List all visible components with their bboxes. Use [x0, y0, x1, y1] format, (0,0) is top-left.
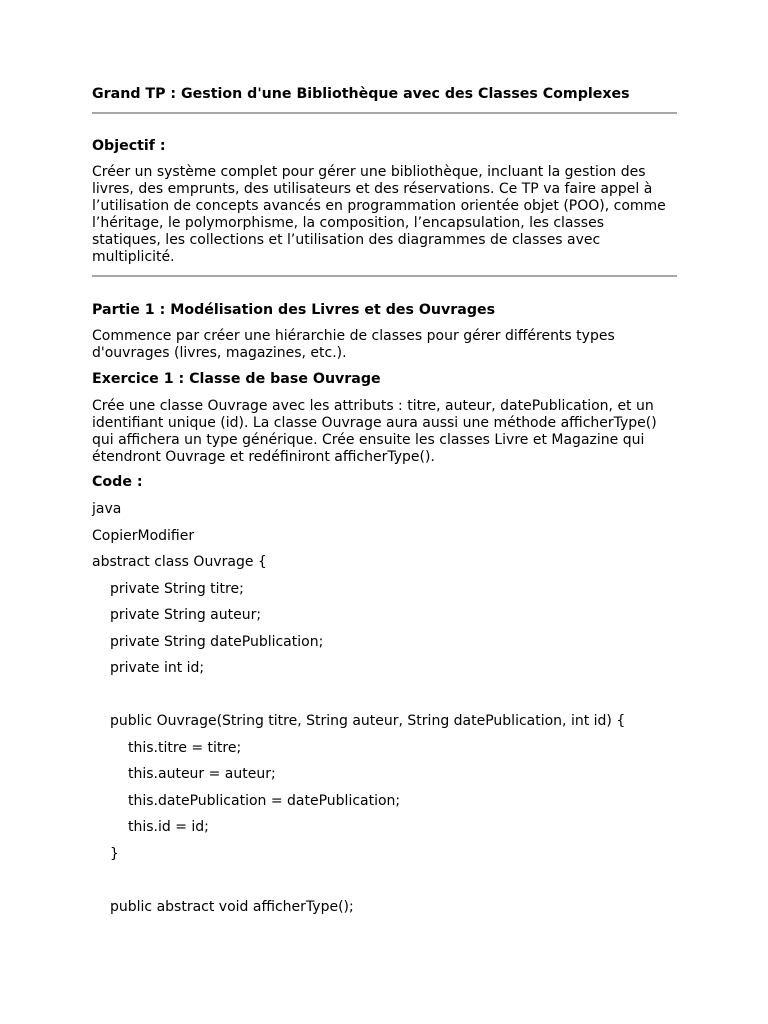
partie1-paragraph: Commence par créer une hiérarchie de classes pour gérer différents types d'ouvrages (livres, magazines, etc.).	[92, 328, 615, 361]
code-line: this.id = id;	[128, 819, 209, 835]
code-line: this.auteur = auteur;	[128, 766, 276, 782]
code-line: this.datePublication = datePublication;	[128, 793, 401, 809]
code-heading: Code :	[92, 474, 143, 490]
objectif-heading: Objectif :	[92, 138, 166, 154]
code-language-label: java	[92, 501, 122, 517]
horizontal-divider	[92, 112, 677, 114]
exercice1-heading: Exercice 1 : Classe de base Ouvrage	[92, 371, 381, 387]
code-line: }	[110, 846, 119, 862]
code-line: private int id;	[110, 660, 205, 676]
code-line: this.titre = titre;	[128, 740, 242, 756]
code-line: public abstract void afficherType();	[110, 899, 354, 915]
code-line: private String datePublication;	[110, 634, 324, 650]
code-line: private String titre;	[110, 581, 244, 597]
document-title: Grand TP : Gestion d'une Bibliothèque avec des Classes Complexes	[92, 86, 630, 102]
horizontal-divider	[92, 275, 677, 277]
partie1-heading: Partie 1 : Modélisation des Livres et des Ouvrages	[92, 302, 496, 318]
code-line: public Ouvrage(String titre, String auteur, String datePublication, int id) {	[110, 713, 626, 729]
objectif-paragraph: Créer un système complet pour gérer une bibliothèque, incluant la gestion des livres, des emprunts, des utilisateurs et des réservations. Ce TP va faire appel à l’utilisation de concepts avancés en programmation orientée objet (POO), comme l’héritage, le polymorphisme, la composition, l’encapsulation, les classes statiques, les collections et l’utilisation des diagrammes de classes avec multiplicité.	[92, 164, 666, 265]
exercice1-paragraph: Crée une classe Ouvrage avec les attributs : titre, auteur, datePublication, et un identifiant unique (id). La classe Ouvrage aura aussi une méthode afficherType() qui affichera un type générique. Crée ensuite les classes Livre et Magazine qui étendront Ouvrage et redéfiniront afficherType().	[92, 398, 657, 465]
code-line: abstract class Ouvrage {	[92, 554, 267, 570]
copy-modify-label: CopierModifier	[92, 528, 195, 544]
code-line: private String auteur;	[110, 607, 262, 623]
